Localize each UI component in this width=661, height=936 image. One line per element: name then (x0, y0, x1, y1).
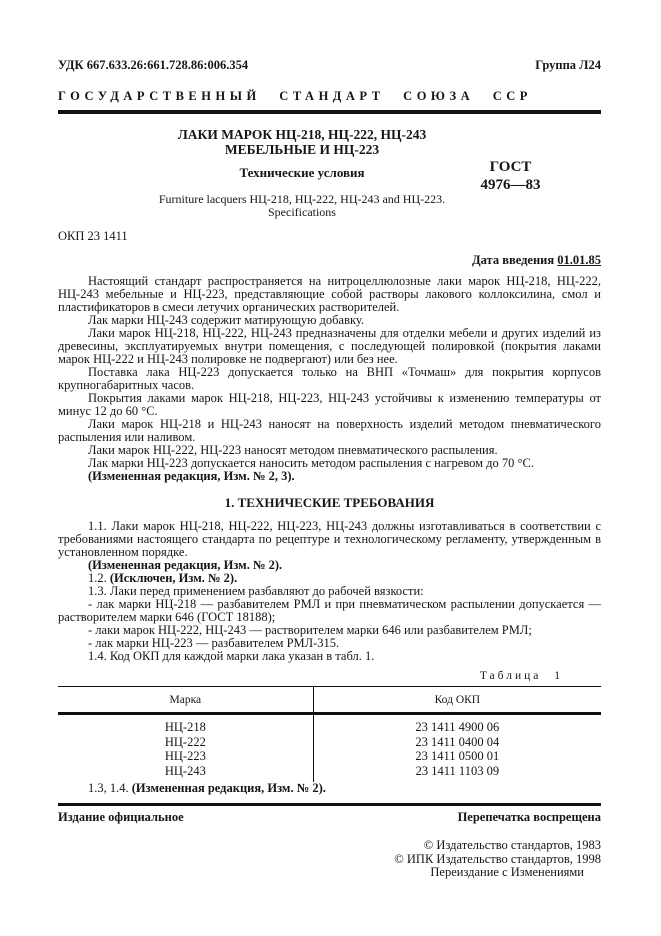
preamble-paragraph: Лаки марок НЦ-218 и НЦ-243 наносят на поверхность изделий методом пневматического распыления или наливом. (58, 417, 601, 444)
preamble-paragraph: Покрытия лаками марок НЦ-218, НЦ-223, НЦ-243 устойчивы к изменению температуры от минус 12 до 60 °С. (58, 391, 601, 418)
column-header-marka: Марка (58, 687, 313, 714)
reissue-note: Переиздание с Изменениями (430, 865, 584, 879)
preamble-paragraph: Лак марки НЦ-223 допускается наносить методом распыления с нагревом до 70 °С. (88, 456, 535, 470)
clause-1-3-list-item: - лаки марок НЦ-222, НЦ-243 — растворителем марки 646 или разбавителем РМЛ; (88, 623, 532, 637)
document-topline (58, 58, 601, 73)
footer-line (58, 810, 601, 825)
section1-body (58, 520, 601, 663)
table-row (58, 714, 601, 735)
okp-code: ОКП 23 1411 (58, 229, 128, 243)
table-cell-marka: НЦ-243 (58, 764, 313, 783)
table-cell-marka: НЦ-222 (58, 735, 313, 750)
effective-date-label: Дата введения (472, 253, 555, 267)
clause-1-1: 1.1. Лаки марок НЦ-218, НЦ-222, НЦ-223, НЦ-243 должны изготавливаться в соответствии с требованиями настоящего стандарта по рецептуре и технологическому регламенту, утвержденным в установленном порядке. (58, 519, 601, 559)
footer-rule (58, 803, 601, 806)
table-cell-okp: 23 1411 1103 09 (415, 763, 500, 778)
english-title-line1: Furniture lacquers НЦ-218, НЦ-222, НЦ-243 and НЦ-223. (158, 192, 446, 206)
okp-codes-table (58, 686, 601, 782)
clause-1-3: 1.3. Лаки перед применением разбавляют до рабочей вязкости: (88, 584, 424, 598)
document-title-line2: МЕБЕЛЬНЫЕ И НЦ-223 (224, 142, 380, 157)
table-cell-marka: НЦ-218 (58, 714, 313, 735)
preamble-paragraph: Поставка лака НЦ-223 допускается только на ВНП «Точмаш» для покрытия корпусов крупногабаритных часов. (58, 365, 601, 392)
preamble-paragraph: Лаки марок НЦ-222, НЦ-223 наносят методом пневматического распыления. (88, 443, 498, 457)
preamble (58, 275, 601, 483)
state-standard-heading: ГОСУДАРСТВЕННЫЙ СТАНДАРТ СОЮЗА ССР (58, 89, 532, 103)
document-subtitle: Технические условия (239, 165, 365, 180)
document-title (58, 127, 546, 157)
preamble-paragraph: Лак марки НЦ-243 содержит матирующую добавку. (88, 313, 364, 327)
clause-1-2-excluded-note: (Исключен, Изм. № 2). (109, 571, 238, 585)
table-row (58, 749, 601, 764)
table-cell-okp: 23 1411 4900 06 (415, 720, 500, 734)
effective-date-value: 01.01.85 (557, 253, 601, 267)
header-rule (58, 110, 601, 114)
table-row (58, 735, 601, 750)
gost-number: 4976—83 (480, 177, 541, 193)
section1-heading: 1. ТЕХНИЧЕСКИЕ ТРЕБОВАНИЯ (224, 495, 435, 510)
group-code: Группа Л24 (535, 58, 601, 72)
clause-1-4: 1.4. Код ОКП для каждой марки лака указан в табл. 1. (88, 649, 375, 663)
gost-label: ГОСТ (489, 159, 532, 175)
effective-date (58, 253, 601, 268)
post-table-amendment-note: (Измененная редакция, Изм. № 2). (131, 781, 326, 795)
table-header-row (58, 687, 601, 714)
document-title-line1: ЛАКИ МАРОК НЦ-218, НЦ-222, НЦ-243 (177, 127, 427, 142)
clause-1-3-list-item: - лак марки НЦ-218 — разбавителем РМЛ и при пневматическом распылении допускается — растворителем марки 646 (ГОСТ 18188); (58, 597, 601, 624)
table-cell-okp: 23 1411 0400 04 (415, 734, 500, 749)
english-title-line2: Specifications (268, 205, 336, 219)
column-header-okp: Код ОКП (313, 687, 601, 714)
table1-caption: Таблица 1 (479, 670, 563, 682)
copyright-line-1983: © Издательство стандартов, 1983 (423, 838, 601, 852)
copyright-block (58, 839, 601, 880)
copyright-line-1998: © ИПК Издательство стандартов, 1998 (394, 851, 601, 866)
post-table-amendment (58, 782, 601, 795)
gost-designation (448, 158, 573, 194)
preamble-paragraph: Настоящий стандарт распространяется на нитроцеллюлозные лаки марок НЦ-218, НЦ-222, НЦ-243 мебельные и НЦ-223, представляющие собой растворы лакового коллоксилина, смол и пластификаторов в смеси летучих органических растворителей. (58, 274, 601, 314)
udk-code: УДК 667.633.26:661.728.86:006.354 (58, 58, 249, 72)
official-edition-note: Издание официальное (58, 810, 184, 824)
preamble-paragraph: Лаки марок НЦ-218, НЦ-222, НЦ-243 предназначены для отделки мебели и других изделий из древесины, эксплуатируемых внутри помещения, с последующей полировкой (покрытия лаками марок НЦ-222 и НЦ-243 полировке не подвергают) или без нее. (58, 326, 601, 366)
table-row (58, 764, 601, 783)
clause-1-3-list-item: - лак марки НЦ-223 — разбавителем РМЛ-315. (88, 636, 340, 650)
table-cell-okp: 23 1411 0500 01 (415, 749, 500, 763)
reprint-prohibited-note: Перепечатка воспрещена (457, 810, 601, 824)
amendment-note: (Измененная редакция, Изм. № 2, 3). (88, 469, 295, 483)
english-title (58, 193, 546, 219)
post-table-clause-numbers: 1.3, 1.4. (88, 781, 132, 795)
title-block (58, 127, 601, 219)
table-cell-marka: НЦ-223 (58, 749, 313, 764)
clause-1-2-number: 1.2. (88, 571, 110, 585)
amendment-note-1-1: (Измененная редакция, Изм. № 2). (88, 558, 283, 572)
